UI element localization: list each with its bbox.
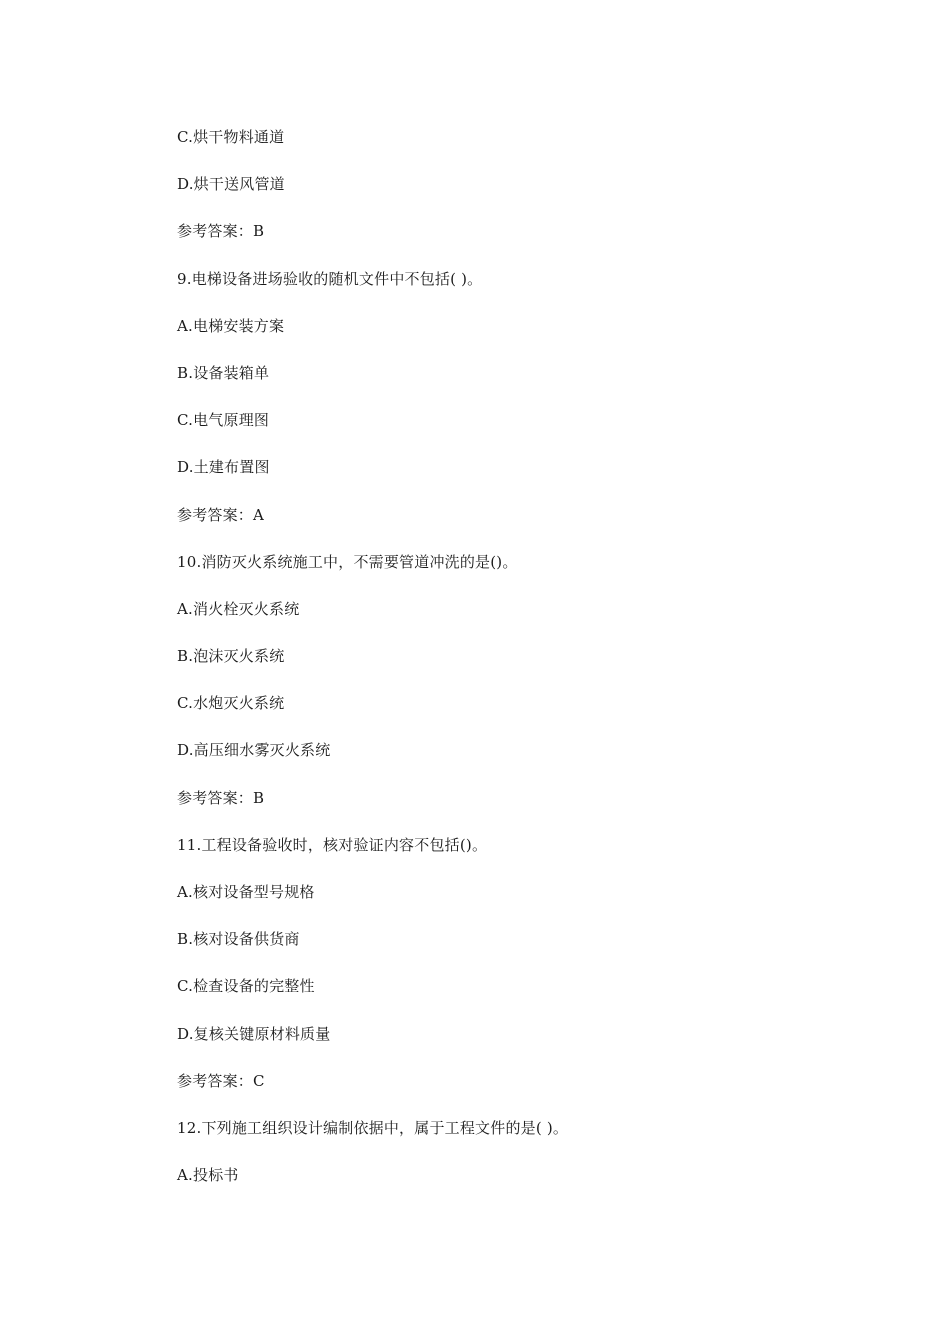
question-11: 11.工程设备验收时，核对验证内容不包括()。 — [177, 835, 488, 854]
option-c-q10: C.水炮灭火系统 — [177, 694, 285, 713]
option-d-q10: D.高压细水雾灭火系统 — [177, 741, 331, 760]
option-a-q12: A.投标书 — [177, 1166, 239, 1185]
option-a-q10: A.消火栓灭火系统 — [177, 599, 300, 618]
option-d-q11: D.复核关键原材料质量 — [177, 1024, 331, 1043]
answer-q8: 参考答案：B — [177, 222, 265, 241]
option-d-q9: D.土建布置图 — [177, 458, 270, 477]
question-12: 12.下列施工组织设计编制依据中，属于工程文件的是( )。 — [177, 1118, 569, 1137]
answer-q9: 参考答案：A — [177, 505, 265, 524]
option-b-q11: B.核对设备供货商 — [177, 930, 300, 949]
option-d-q8: D.烘干送风管道 — [177, 175, 285, 194]
question-list — [177, 124, 877, 1209]
option-c-q9: C.电气原理图 — [177, 411, 270, 430]
question-10: 10.消防灭火系统施工中，不需要管道冲洗的是()。 — [177, 552, 518, 571]
option-a-q9: A.电梯安装方案 — [177, 316, 285, 335]
option-b-q10: B.泡沫灭火系统 — [177, 647, 285, 666]
option-c-q8: C.烘干物料通道 — [177, 128, 285, 146]
option-c-q11: C.检查设备的完整性 — [177, 977, 315, 996]
question-9: 9.电梯设备进场验收的随机文件中不包括( )。 — [177, 269, 483, 288]
option-a-q11: A.核对设备型号规格 — [177, 883, 315, 901]
option-b-q9: B.设备装箱单 — [177, 363, 270, 382]
answer-q11: 参考答案：C — [177, 1071, 265, 1090]
answer-q10: 参考答案：B — [177, 788, 265, 807]
